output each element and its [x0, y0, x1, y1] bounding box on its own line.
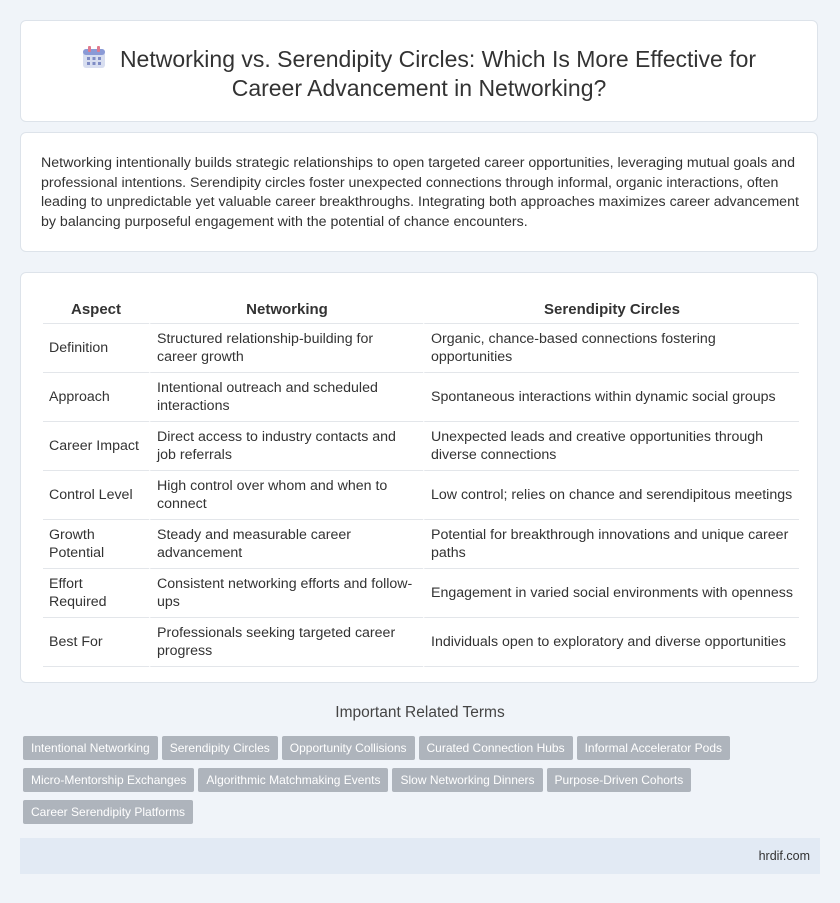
- table-row: [43, 618, 799, 667]
- related-terms-list: [23, 736, 803, 832]
- table-row: [43, 520, 799, 569]
- cell-networking: Steady and measurable career advancement: [149, 520, 423, 569]
- related-terms-heading: Important Related Terms: [335, 704, 505, 721]
- cell-aspect: Growth Potential: [43, 520, 149, 569]
- cell-aspect: Control Level: [43, 471, 149, 520]
- cell-serendipity: Organic, chance-based connections fostering opportunities: [423, 324, 799, 373]
- title-line-2: Career Advancement in Networking?: [231, 75, 607, 101]
- cell-serendipity: Individuals open to exploratory and diverse opportunities: [423, 618, 799, 667]
- table-row: [43, 569, 799, 618]
- cell-networking: Consistent networking efforts and follow-ups: [149, 569, 423, 618]
- comparison-table-card: [20, 272, 818, 683]
- calendar-icon: [82, 46, 108, 70]
- table-row: [43, 324, 799, 373]
- page-title: [21, 45, 817, 103]
- cell-aspect: Definition: [43, 324, 149, 373]
- related-term-tag[interactable]: Intentional Networking: [23, 736, 158, 760]
- cell-networking: Direct access to industry contacts and job referrals: [149, 422, 423, 471]
- cell-aspect: Effort Required: [43, 569, 149, 618]
- table-row: [43, 373, 799, 422]
- cell-serendipity: Unexpected leads and creative opportunities through diverse connections: [423, 422, 799, 471]
- header-aspect: Aspect: [43, 293, 149, 324]
- table-header-row: [43, 293, 799, 324]
- related-term-tag[interactable]: Algorithmic Matchmaking Events: [198, 768, 388, 792]
- table-row: [43, 471, 799, 520]
- footer-site[interactable]: hrdif.com: [758, 849, 810, 863]
- cell-networking: Structured relationship-building for career growth: [149, 324, 423, 373]
- related-term-tag[interactable]: Micro-Mentorship Exchanges: [23, 768, 194, 792]
- related-term-tag[interactable]: Purpose-Driven Cohorts: [547, 768, 692, 792]
- cell-serendipity: Engagement in varied social environments with openness: [423, 569, 799, 618]
- cell-networking: Intentional outreach and scheduled interactions: [149, 373, 423, 422]
- related-term-tag[interactable]: Opportunity Collisions: [282, 736, 415, 760]
- cell-serendipity: Potential for breakthrough innovations and unique career paths: [423, 520, 799, 569]
- cell-networking: High control over whom and when to connect: [149, 471, 423, 520]
- header-networking: Networking: [149, 293, 423, 324]
- related-term-tag[interactable]: Curated Connection Hubs: [419, 736, 573, 760]
- title-line-1: Networking vs. Serendipity Circles: Which Is More Effective for: [119, 46, 757, 72]
- cell-aspect: Approach: [43, 373, 149, 422]
- cell-aspect: Career Impact: [43, 422, 149, 471]
- related-term-tag[interactable]: Slow Networking Dinners: [392, 768, 542, 792]
- related-term-tag[interactable]: Informal Accelerator Pods: [577, 736, 730, 760]
- summary-card: [20, 132, 818, 252]
- summary-text: Networking intentionally builds strategic relationships to open targeted career opportunities, leveraging mutual goals and professional intentions. Serendipity circles foster unexpected connections through informal, organic interactions, often leading to unpredictable yet valuable career breakthroughs. Integrating both approaches maximizes career advancement by balancing purposeful engagement with the potential of chance encounters.: [41, 155, 799, 230]
- title-card: [20, 20, 818, 122]
- footer: [20, 838, 820, 874]
- header-serendipity: Serendipity Circles: [423, 293, 799, 324]
- cell-serendipity: Low control; relies on chance and serendipitous meetings: [423, 471, 799, 520]
- comparison-table: [43, 293, 799, 667]
- cell-networking: Professionals seeking targeted career progress: [149, 618, 423, 667]
- table-row: [43, 422, 799, 471]
- related-term-tag[interactable]: Serendipity Circles: [162, 736, 278, 760]
- related-term-tag[interactable]: Career Serendipity Platforms: [23, 800, 193, 824]
- cell-serendipity: Spontaneous interactions within dynamic social groups: [423, 373, 799, 422]
- cell-aspect: Best For: [43, 618, 149, 667]
